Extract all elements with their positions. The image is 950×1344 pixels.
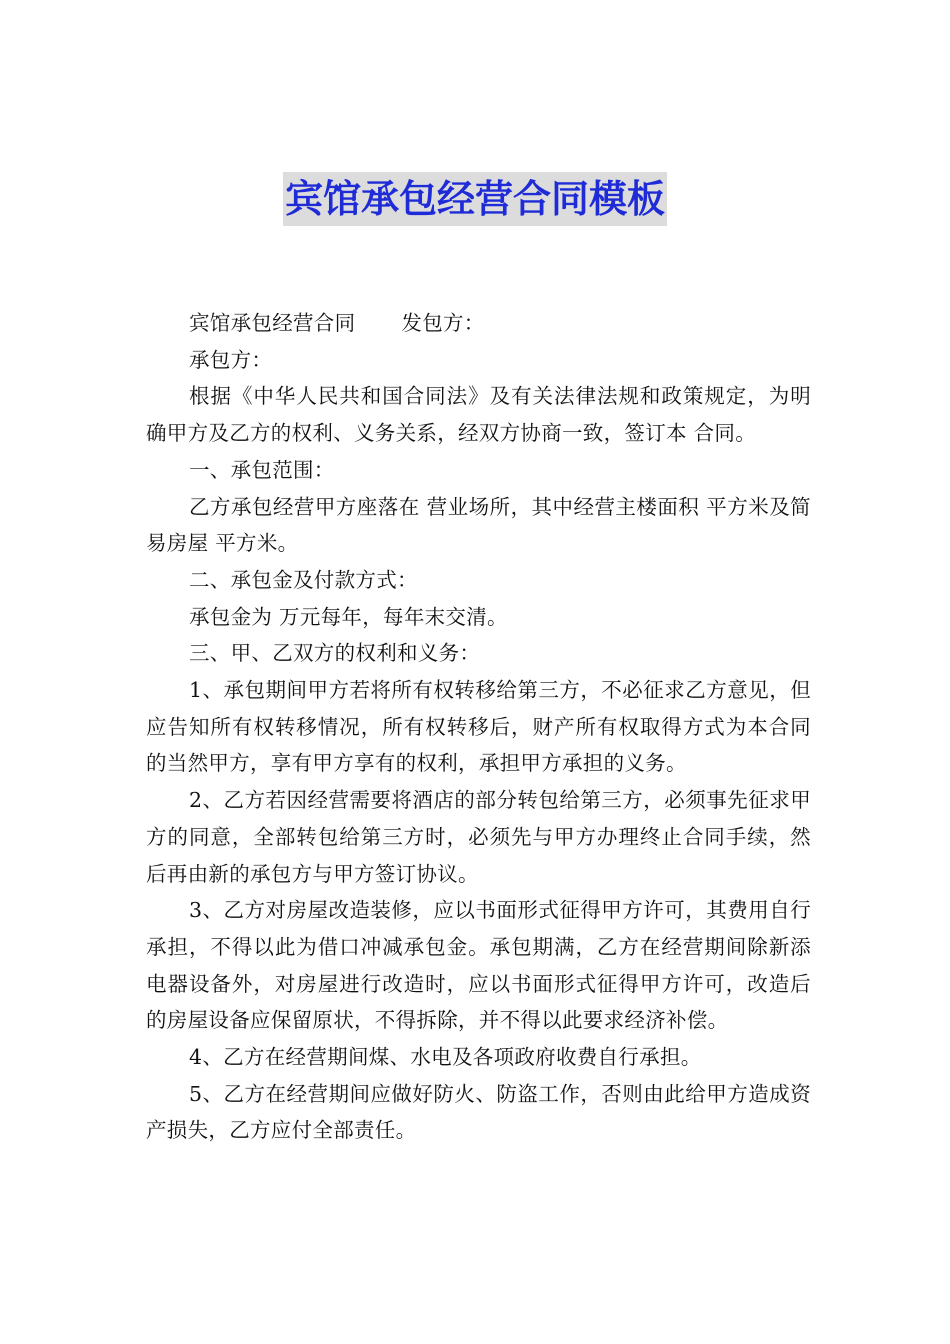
clause-3: 3、乙方对房屋改造装修，应以书面形式征得甲方许可，其费用自行承担，不得以此为借口冲减承包金。承包期满，乙方在经营期间除新添电器设备外，对房屋进行改造时，应以书面形式征得甲方许可，改造后的房屋设备应保留原状，不得拆除，并不得以此要求经济补偿。: [146, 898, 811, 1033]
clause-5: 5、乙方在经营期间应做好防火、防盗工作，否则由此给甲方造成资产损失，乙方应付全部责任。: [146, 1081, 811, 1143]
section-heading-rights: 三、甲、乙双方的权利和义务：: [189, 641, 481, 666]
issuer-label: 发包方：: [401, 311, 485, 335]
payment-paragraph: 承包金为 万元每年，每年末交清。: [189, 604, 508, 629]
document-body: [146, 305, 811, 1149]
section-heading-scope: 一、承包范围：: [189, 457, 335, 482]
clause-1: 1、承包期间甲方若将所有权转移给第三方，不必征求乙方意见，但应告知所有权转移情况，所有权转移后，财产所有权取得方式为本合同的当然甲方，享有甲方享有的权利，承担甲方承担的义务。: [146, 678, 811, 776]
section-heading-payment: 二、承包金及付款方式：: [189, 567, 418, 592]
preamble-paragraph: 根据《中华人民共和国合同法》及有关法律法规和政策规定，为明确甲方及乙方的权利、义务关系，经双方协商一致，签订本 合同。: [146, 384, 811, 446]
clause-2: 2、乙方若因经营需要将酒店的部分转包给第三方，必须事先征求甲方的同意，全部转包给第三方时，必须先与甲方办理终止合同手续，然后再由新的承包方与甲方签订协议。: [146, 788, 811, 886]
clause-4: 4、乙方在经营期间煤、水电及各项政府收费自行承担。: [189, 1045, 702, 1070]
title-container: [0, 172, 950, 226]
document-title: 宾馆承包经营合同模板: [283, 172, 667, 226]
header-line: [146, 305, 811, 342]
contract-name: 宾馆承包经营合同: [189, 311, 356, 335]
scope-paragraph: 乙方承包经营甲方座落在 营业场所，其中经营主楼面积 平方米及简易房屋 平方米。: [146, 494, 811, 556]
contractor-label: 承包方：: [189, 347, 273, 372]
